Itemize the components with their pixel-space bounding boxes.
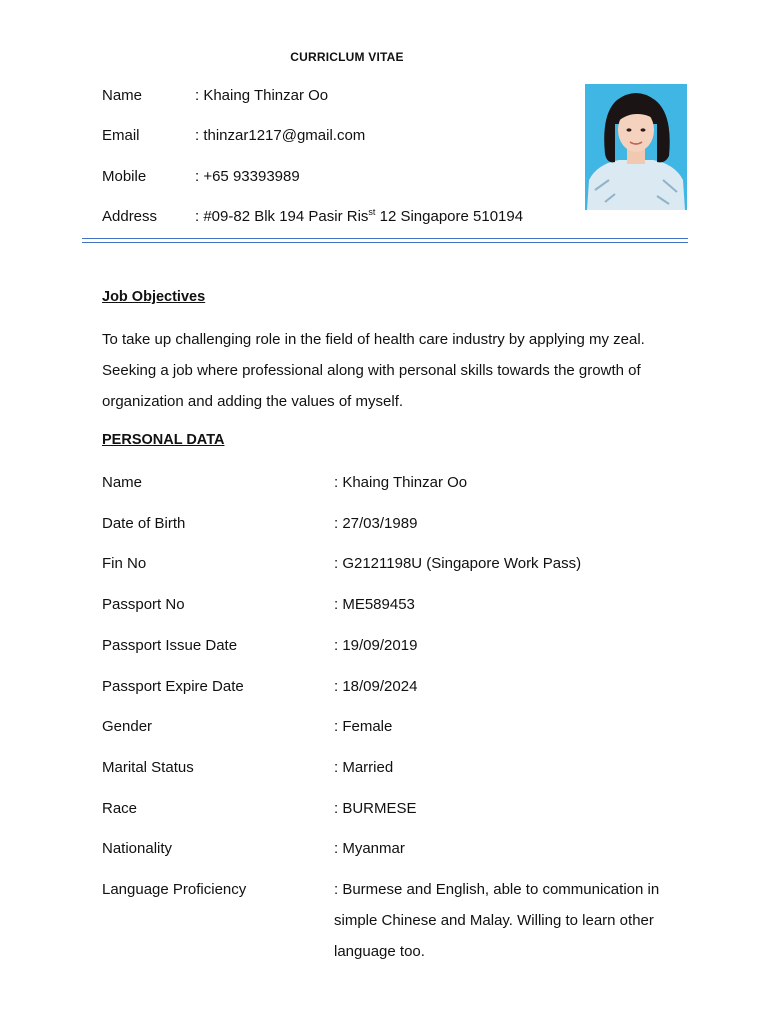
address-superscript: st xyxy=(368,207,376,217)
personal-data-label: Race xyxy=(102,800,138,817)
personal-data-value: : G2121198U (Singapore Work Pass) xyxy=(334,555,582,572)
personal-data-value: language too. xyxy=(334,943,425,960)
contact-label: Mobile xyxy=(102,168,147,185)
profile-photo xyxy=(585,84,687,210)
contact-value: : +65 93393989 xyxy=(195,168,300,185)
personal-data-value: : Burmese and English, able to communication in xyxy=(334,881,660,898)
personal-data-value: : Married xyxy=(334,759,394,776)
personal-data-label: Passport Issue Date xyxy=(102,637,238,654)
personal-data-label: Passport No xyxy=(102,596,185,613)
objective-line: To take up challenging role in the field of health care industry by applying my zeal. xyxy=(102,331,645,348)
objective-line: Seeking a job where professional along with personal skills towards the growth of xyxy=(102,362,641,379)
personal-data-value: : BURMESE xyxy=(334,800,417,817)
contact-value: : Khaing Thinzar Oo xyxy=(195,87,329,104)
personal-data-label: Gender xyxy=(102,718,153,735)
objective-line: organization and adding the values of myself. xyxy=(102,393,404,410)
contact-value: : thinzar1217@gmail.com xyxy=(195,127,366,144)
personal-data-value: : Khaing Thinzar Oo xyxy=(334,474,468,491)
address-value-part1: : #09-82 Blk 194 Pasir Ris xyxy=(195,208,369,225)
personal-data-value: : 27/03/1989 xyxy=(334,515,418,532)
header-divider-top xyxy=(82,238,688,239)
contact-label: Email xyxy=(102,127,140,144)
contact-label: Name xyxy=(102,87,143,104)
personal-data-label: Date of Birth xyxy=(102,515,186,532)
personal-data-label: Language Proficiency xyxy=(102,881,247,898)
page-title: CURRICLUM VITAE xyxy=(290,50,404,64)
personal-data-value: : 18/09/2024 xyxy=(334,678,418,695)
contact-label: Address xyxy=(102,208,158,225)
personal-data-value: simple Chinese and Malay. Willing to learn other xyxy=(334,912,654,929)
personal-data-label: Passport Expire Date xyxy=(102,678,244,695)
header-divider-bottom xyxy=(82,242,688,243)
personal-data-value: : Myanmar xyxy=(334,840,405,857)
personal-data-value: : Female xyxy=(334,718,393,735)
personal-data-label: Marital Status xyxy=(102,759,194,776)
contact-mobile-row xyxy=(102,167,300,187)
personal-data-value: : ME589453 xyxy=(334,596,415,613)
contact-name-row xyxy=(102,86,328,106)
personal-data-value: : 19/09/2019 xyxy=(334,637,418,654)
contact-email-row xyxy=(102,126,365,146)
contact-address-row xyxy=(102,207,523,227)
job-objectives-heading: Job Objectives xyxy=(102,289,206,305)
personal-data-label: Fin No xyxy=(102,555,147,572)
personal-data-heading: PERSONAL DATA xyxy=(102,432,225,448)
person-portrait-icon xyxy=(585,84,687,210)
personal-data-label: Name xyxy=(102,474,143,491)
address-value-part2: 12 Singapore 510194 xyxy=(379,208,524,225)
personal-data-label: Nationality xyxy=(102,840,173,857)
